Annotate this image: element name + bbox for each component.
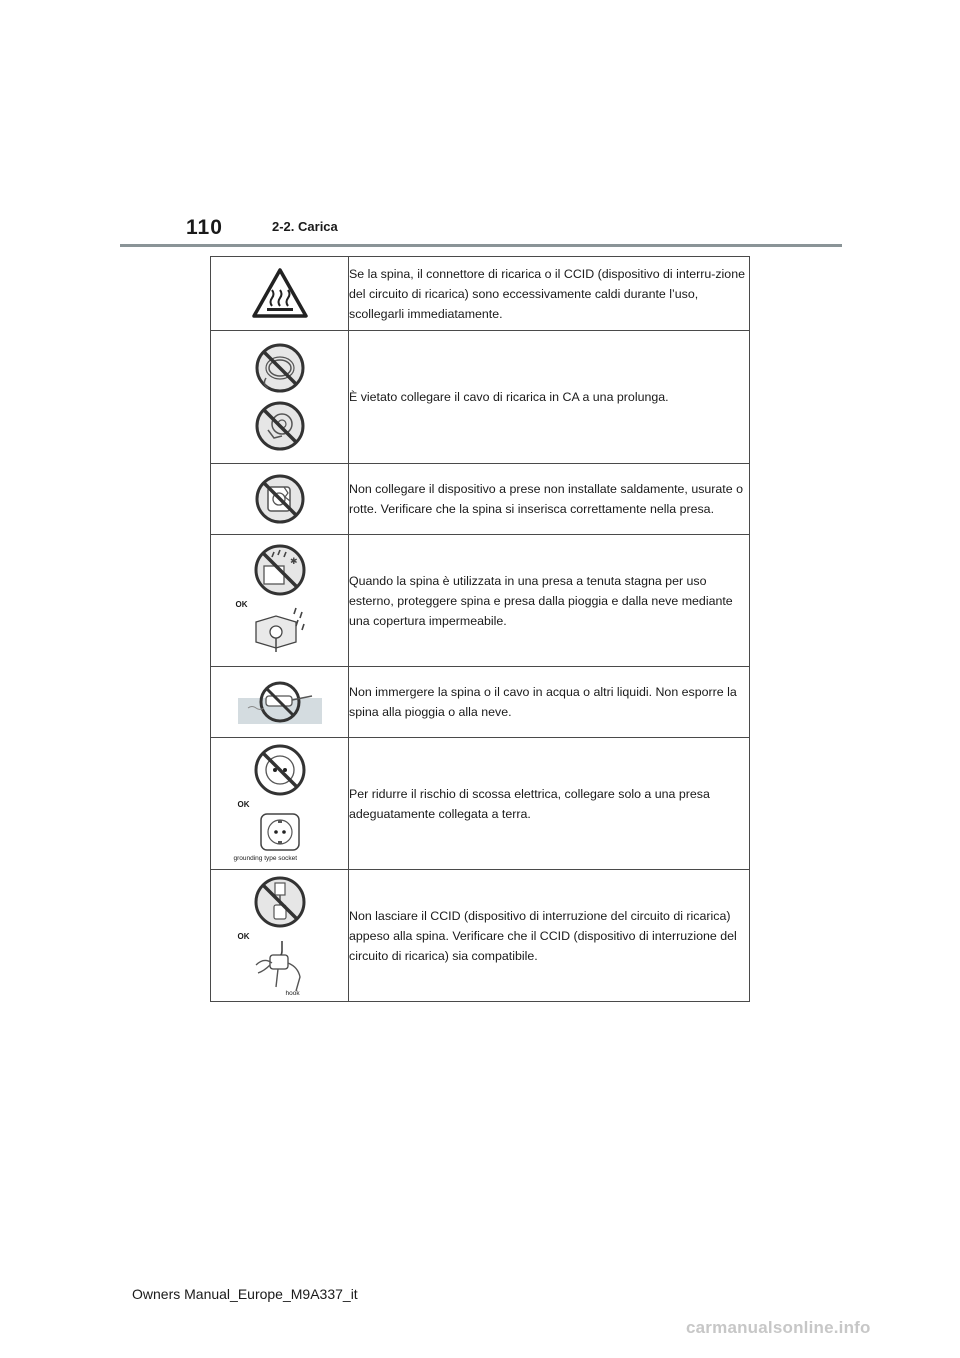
table-row <box>211 738 750 870</box>
table-row <box>211 464 750 535</box>
warning-text: Per ridurre il rischio di scossa elettrica, collegare solo a una presa adeguatamente collegata a terra. <box>349 738 750 870</box>
page-number: 110 <box>186 216 223 239</box>
icon-cell <box>211 257 349 331</box>
icon-cell <box>211 870 349 1002</box>
table-row <box>211 257 750 331</box>
warning-text: Se la spina, il connettore di ricarica o il CCID (dispositivo di interru-zione del circuito di ricarica) sono eccessivamente caldi durante l’uso, scollegarli immediatamente. <box>349 257 750 331</box>
grounding-socket-icon <box>258 811 302 853</box>
hook-caption: hook <box>285 989 300 997</box>
no-outlet-in-rain-snow-icon <box>250 542 310 598</box>
hot-surface-warning-icon <box>250 266 310 322</box>
no-hanging-ccid-icon <box>252 875 308 929</box>
warning-text: È vietato collegare il cavo di ricarica in CA a una prolunga. <box>349 331 750 464</box>
grounding-caption: grounding type socket <box>233 854 298 862</box>
ccid-on-hook-icon <box>252 937 312 995</box>
warnings-table <box>210 256 750 1002</box>
no-damaged-outlet-icon <box>252 473 308 525</box>
header-divider <box>120 244 842 247</box>
table-row <box>211 870 750 1002</box>
icon-cell <box>211 738 349 870</box>
no-coiled-extension-cord-icon <box>252 342 308 394</box>
warning-text: Quando la spina è utilizzata in una presa a tenuta stagna per uso esterno, proteggere spina e presa dalla pioggia e dalla neve mediante una copertura impermeabile. <box>349 535 750 667</box>
table-row <box>211 667 750 738</box>
warning-text: Non collegare il dispositivo a prese non installate saldamente, usurate o rotte. Verificare che la spina si inserisca correttamente nella presa. <box>349 464 750 535</box>
no-ungrounded-socket-icon <box>252 743 308 797</box>
footer-manual-label: Owners Manual_Europe_M9A337_it <box>132 1286 358 1302</box>
table-row <box>211 331 750 464</box>
covered-weatherproof-outlet-icon <box>252 602 312 658</box>
ok-label: OK <box>235 599 248 609</box>
svg-text:✱: ✱ <box>289 555 298 566</box>
watermark: carmanualsonline.info <box>686 1318 871 1337</box>
ok-label: OK <box>237 799 250 809</box>
icon-cell <box>211 464 349 535</box>
no-plug-in-water-icon <box>238 680 322 724</box>
icon-cell <box>211 535 349 667</box>
section-title: 2-2. Carica <box>272 219 338 234</box>
table-row <box>211 535 750 667</box>
no-extension-cord-reel-icon <box>252 400 308 452</box>
warning-text: Non lasciare il CCID (dispositivo di interruzione del circuito di ricarica) appeso alla spina. Verificare che il CCID (dispositivo di interruzione del circuito di ricarica) sia compatibile. <box>349 870 750 1002</box>
ok-label: OK <box>237 931 250 941</box>
icon-cell <box>211 667 349 738</box>
warning-text: Non immergere la spina o il cavo in acqua o altri liquidi. Non esporre la spina alla pioggia o alla neve. <box>349 667 750 738</box>
icon-cell <box>211 331 349 464</box>
